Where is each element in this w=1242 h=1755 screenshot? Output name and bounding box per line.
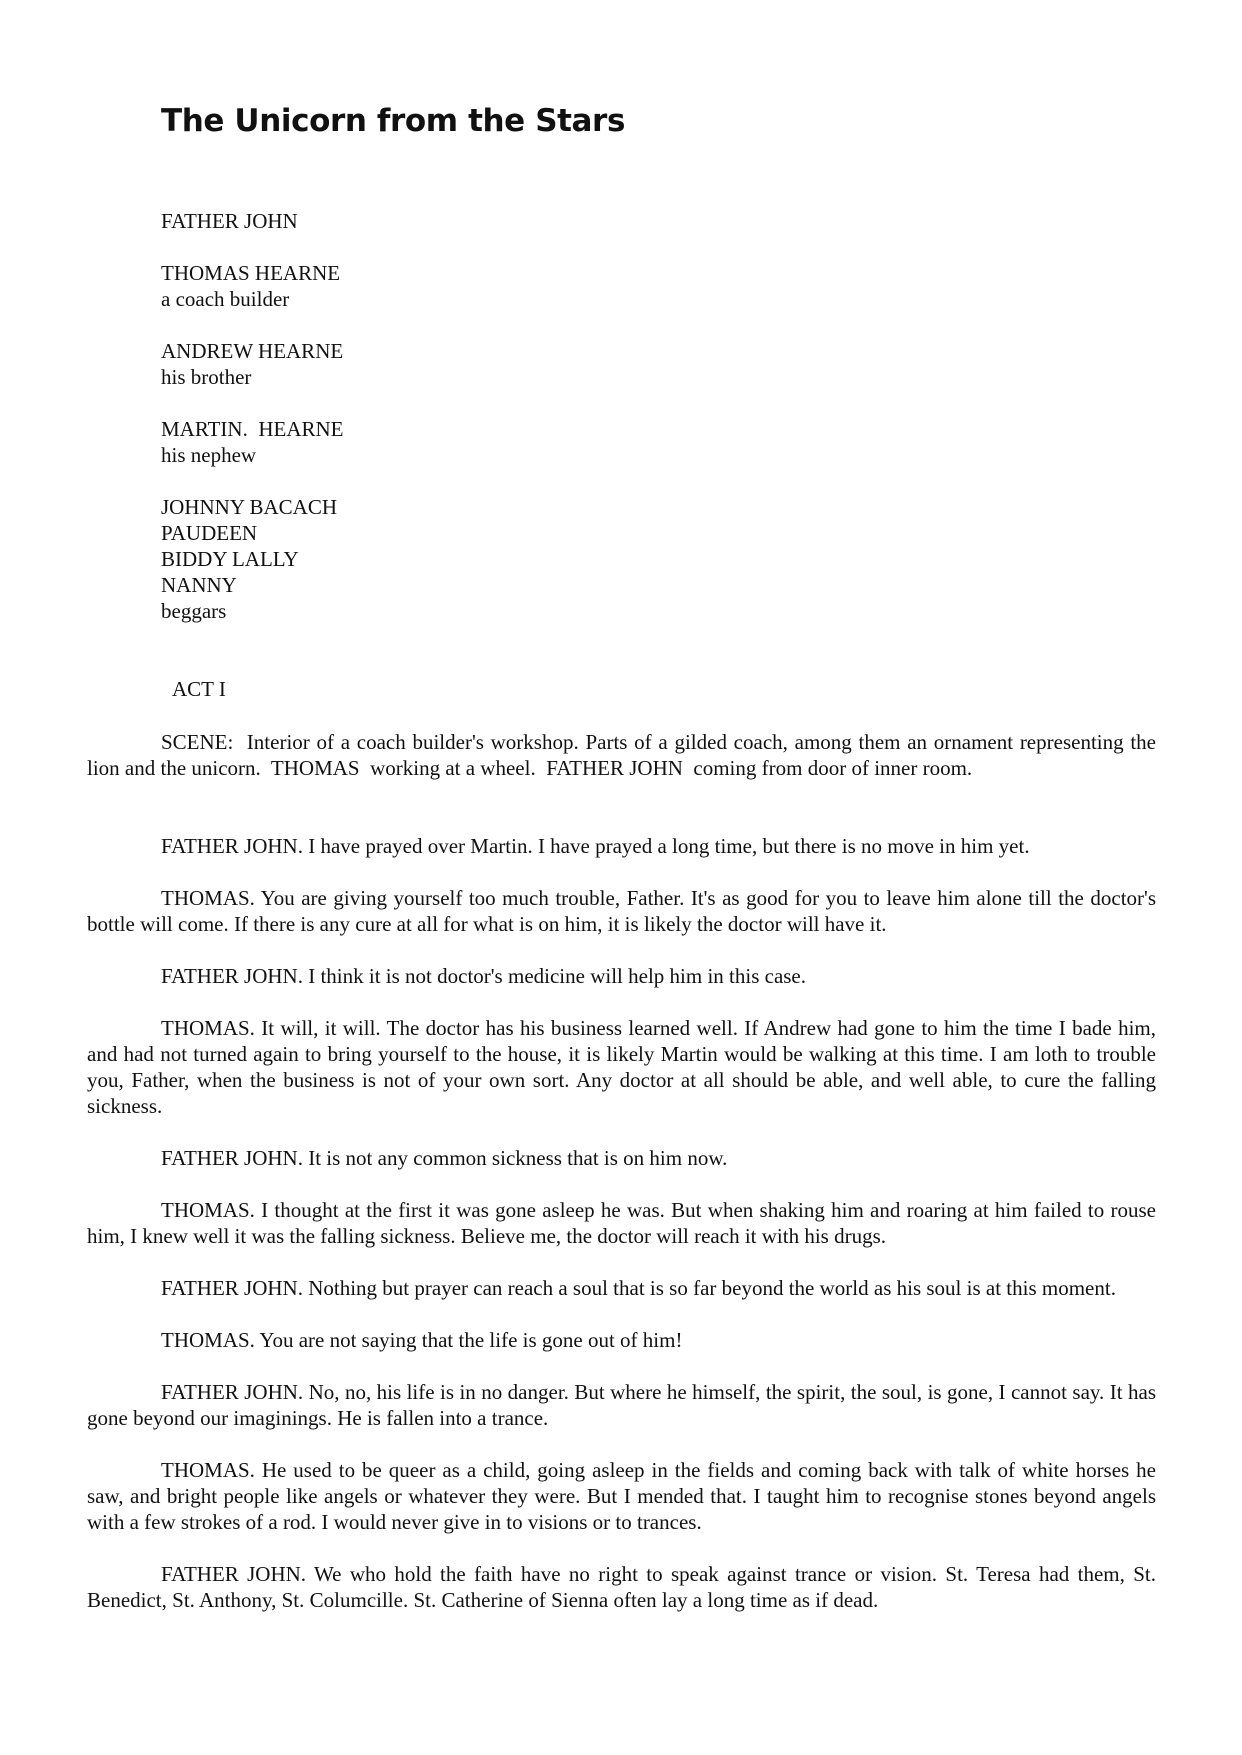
cast-name: JOHNNY BACACH: [161, 495, 337, 519]
cast-description: his brother: [161, 365, 252, 389]
cast-description: his nephew: [161, 443, 257, 467]
dialogue-line: FATHER JOHN. Nothing but prayer can reach a soul that is so far beyond the world as his soul is at this moment.: [161, 1276, 1116, 1300]
dialogue-line: THOMAS. You are giving yourself too much trouble, Father. It's as good for you to leave him alone till the doctor's bottle will come. If there is any cure at all for what is on him, it is likely the doctor will have it.: [87, 886, 1156, 936]
cast-entry-andrew-hearne: [161, 338, 343, 390]
dialogue-line: FATHER JOHN. I think it is not doctor's medicine will help him in this case.: [161, 964, 807, 988]
cast-name: ANDREW HEARNE: [161, 339, 344, 363]
cast-name: PAUDEEN: [161, 521, 258, 545]
dialogue-line: FATHER JOHN. We who hold the faith have no right to speak against trance or vision. St. Teresa had them, St. Benedict, St. Anthony, St. Columcille. St. Catherine of Sienna often lay a long time as if dead.: [87, 1562, 1156, 1612]
cast-name: MARTIN. HEARNE: [161, 417, 344, 441]
cast-name: BIDDY LALLY: [161, 547, 299, 571]
cast-list: [161, 208, 343, 650]
document-title: The Unicorn from the Stars: [161, 103, 626, 139]
dialogue-line: FATHER JOHN. No, no, his life is in no danger. But where he himself, the spirit, the soul, is gone, I cannot say. It has gone beyond our imaginings. He is fallen into a trance.: [87, 1380, 1156, 1430]
dialogue-line: FATHER JOHN. It is not any common sickness that is on him now.: [161, 1146, 728, 1170]
scene-direction: SCENE: Interior of a coach builder's workshop. Parts of a gilded coach, among them an ornament representing the lion and the unicorn. THOMAS working at a wheel. FATHER JOHN coming from door of inner room.: [87, 730, 1162, 780]
dialogue-line: THOMAS. I thought at the first it was gone asleep he was. But when shaking him and roaring at him failed to rouse him, I knew well it was the falling sickness. Believe me, the doctor will reach it with his drugs.: [87, 1198, 1156, 1248]
cast-name: NANNY: [161, 573, 237, 597]
dialogue-line: FATHER JOHN. I have prayed over Martin. I have prayed a long time, but there is no move in him yet.: [161, 834, 1030, 858]
cast-description: a coach builder: [161, 287, 290, 311]
cast-name: FATHER JOHN: [161, 209, 298, 233]
dialogue-line: THOMAS. You are not saying that the life is gone out of him!: [161, 1328, 683, 1352]
cast-description: beggars: [161, 599, 227, 623]
cast-entry-martin-hearne: [161, 416, 343, 468]
cast-entry-father-john: [161, 208, 343, 234]
dialogue-line: THOMAS. He used to be queer as a child, going asleep in the fields and coming back with talk of white horses he saw, and bright people like angels or whatever they were. But I mended that. I taught him to recognise stones beyond angels with a few strokes of a rod. I would never give in to visions or to trances.: [87, 1458, 1156, 1534]
cast-entry-beggars: [161, 494, 343, 624]
dialogue-line: THOMAS. It will, it will. The doctor has his business learned well. If Andrew had gone to him the time I bade him, and had not turned again to bring yourself to the house, it is likely Martin would be walking at this time. I am loth to trouble you, Father, when the business is not of your own sort. Any doctor at all should be able, and well able, to cure the falling sickness.: [87, 1016, 1156, 1118]
act-heading: ACT I: [172, 677, 226, 701]
cast-entry-thomas-hearne: [161, 260, 343, 312]
play-text: [87, 729, 1162, 1639]
cast-name: THOMAS HEARNE: [161, 261, 341, 285]
